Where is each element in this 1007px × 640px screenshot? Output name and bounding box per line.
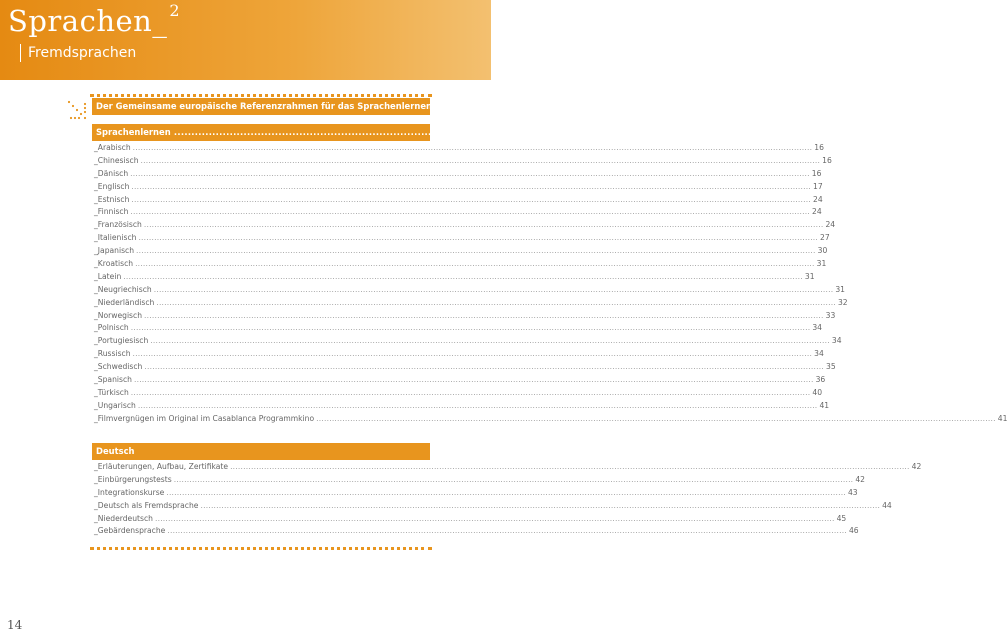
chapter-header: [0, 0, 491, 80]
dot-leader: ....................................................................................................................................................................................................................................................................: [131, 181, 812, 191]
toc-entry-label: _Norwegisch: [94, 310, 143, 320]
dot-leader: ....................................................................................................................................................................................................................................................................: [132, 143, 813, 152]
toc-entry[interactable]: [94, 387, 823, 400]
toc-entry[interactable]: [94, 413, 1007, 426]
chapter-subtitle: Fremdsprachen: [20, 44, 136, 62]
toc-entry[interactable]: [94, 142, 824, 155]
section-heading-label: Sprachenlernen: [96, 127, 171, 137]
toc-entry-page: 43: [847, 487, 858, 497]
bottom-dotted-divider: [90, 547, 432, 550]
toc-entry-label: _Niederländisch: [94, 297, 155, 307]
toc-entry-label: _Ungarisch: [94, 400, 136, 410]
toc-entry-label: _Türkisch: [94, 387, 129, 397]
toc-entry-label: _Französisch: [94, 220, 142, 230]
dot-leader: ....................................................................................................................................................................................................................................................................: [156, 297, 836, 307]
section-heading-page: 16: [649, 127, 662, 137]
toc-entry-page: 17: [813, 181, 823, 191]
toc-entry-label: _Gebärdensprache: [94, 526, 166, 536]
toc-entry-label: _Filmvergnügen im Original im Casablanca Programmkino: [94, 413, 315, 423]
section-heading-deutsch[interactable]: [92, 443, 430, 460]
toc-entry[interactable]: [94, 322, 823, 335]
dot-leader: ....................................................................................................................................................................................................................................................................: [140, 155, 821, 165]
dot-leader: ....................................................................................................................................................................................................................................................................: [132, 349, 813, 359]
toc-entry-label: _Russisch: [94, 349, 131, 359]
toc-entry[interactable]: [94, 219, 836, 232]
toc-entry[interactable]: [94, 374, 826, 387]
toc-entry-page: 15: [433, 101, 446, 111]
dot-leader: ....................................................................................................................................................................................................................................................................: [133, 375, 814, 385]
dot-leader: ....................................................................................................................................................................................................................................................................: [131, 194, 812, 204]
toc-entry-page: 24: [825, 220, 836, 230]
toc-entry[interactable]: [94, 232, 830, 245]
toc-entry-page: 16: [814, 143, 824, 152]
toc-entry-page: 31: [835, 284, 846, 294]
dot-leader: ....................................................................................................................................................................................................................................................................: [130, 207, 811, 217]
toc-entry-label: _Niederdeutsch: [94, 513, 153, 523]
toc-entry-page: 24: [812, 207, 822, 217]
toc-entry[interactable]: [94, 525, 859, 538]
toc-entry[interactable]: [94, 487, 858, 500]
section-heading-sprachenlernen[interactable]: [92, 124, 662, 141]
toc-entry[interactable]: [94, 181, 823, 194]
toc-entry-label: _Erläuterungen, Aufbau, Zertifikate: [94, 462, 229, 471]
toc-entry-page: 33: [825, 310, 836, 320]
toc-entry-label: _Polnisch: [94, 323, 129, 333]
toc-entry[interactable]: [94, 297, 848, 310]
toc-entry-page: 32: [837, 297, 848, 307]
dot-leader: ....................................................................................................................................................................................................................................................................: [200, 500, 881, 510]
toc-entry-page: 30: [817, 246, 828, 256]
toc-entry[interactable]: [94, 335, 842, 348]
dot-leader: ....................................................................................................................................................................................................................................................................: [138, 233, 819, 243]
toc-entry-page: 31: [816, 259, 827, 269]
dot-leader: ....................................................................................................................................................................................................................................................................: [144, 310, 824, 320]
toc-entry-page: 34: [814, 349, 824, 359]
toc-entry-label: _Italienisch: [94, 233, 137, 243]
toc-entry[interactable]: [94, 474, 865, 487]
dot-leader: ....................................................................................................................................................................................................................................................................: [144, 362, 824, 372]
toc-entry-page: 42: [911, 462, 922, 471]
toc-entry[interactable]: [94, 348, 824, 361]
toc-entry-label: _Neugriechisch: [94, 284, 152, 294]
chapter-number: 2: [169, 1, 181, 21]
toc-entry-page: 40: [812, 387, 823, 397]
toc-entry-page: 41: [819, 400, 830, 410]
toc-entry-label: _Japanisch: [94, 246, 135, 256]
toc-entry-page: 35: [825, 362, 836, 372]
toc-entry-label: _Spanisch: [94, 375, 132, 385]
toc-entry[interactable]: [94, 194, 823, 207]
toc-entry-label: _Dänisch: [94, 168, 129, 178]
toc-entry-page: 46: [848, 526, 859, 536]
dot-leader: ....................................................................................................................................................................................................................................................................: [130, 168, 810, 178]
toc-entry-page: 41: [997, 413, 1007, 423]
toc-entry-page: 34: [831, 336, 842, 346]
dot-leader: ....................................................................................................................................................................................................................................................................: [230, 462, 910, 471]
dot-leader: ....................................................................................................................................................................................................................................................................: [137, 400, 818, 410]
toc-entry-page: 16: [822, 155, 832, 165]
dot-leader: ....................................................................................................................................................................................................................................................................: [135, 259, 815, 269]
dot-leader: ....................................................................................................................................................................................................................................................................: [123, 271, 803, 281]
toc-entry-label: _Estnisch: [94, 194, 130, 204]
toc-entry[interactable]: [94, 310, 836, 323]
toc-entry[interactable]: [94, 361, 836, 374]
toc-entry[interactable]: [94, 206, 822, 219]
dot-leader: ....................................................................................................................................................................................................................................................................: [167, 526, 847, 536]
toc-entry[interactable]: [94, 461, 922, 474]
toc-entry-label: Der Gemeinsame europäische Referenzrahmen für das Sprachenlernen: [96, 101, 432, 111]
toc-entry-label: _Latein: [94, 271, 122, 281]
dot-leader: ....................................................................................................................................................................................................................................................................: [150, 336, 830, 346]
toc-entry-page: 36: [815, 375, 826, 385]
toc-entry-label: _Integrationskurse: [94, 487, 165, 497]
toc-entry[interactable]: [94, 400, 830, 413]
sprachenlernen-list: [94, 142, 1007, 426]
dot-leader: ....................................................................................................................................................................................................................................................................: [130, 387, 811, 397]
chapter-title: [8, 1, 181, 38]
toc-entry-label: _Kroatisch: [94, 259, 134, 269]
toc-entry-page: 45: [836, 513, 847, 523]
toc-entry-page: 44: [882, 500, 892, 510]
toc-entry[interactable]: [94, 155, 832, 168]
toc-entry-page: 31: [804, 271, 815, 281]
section-heading-label: Deutsch: [96, 446, 135, 456]
dot-leader: ....................................................................................................................................................................................................................................................................: [153, 284, 834, 294]
dot-leader: ........................................................................................................................................: [170, 127, 648, 137]
toc-entry[interactable]: [94, 271, 815, 284]
toc-entry-referenzrahmen[interactable]: [92, 98, 446, 115]
toc-entry-label: _Portugiesisch: [94, 336, 149, 346]
page-number: 14: [7, 618, 23, 632]
toc-entry-label: _Englisch: [94, 181, 130, 191]
dot-leader: ....................................................................................................................................................................................................................................................................: [316, 413, 996, 423]
toc-entry-page: 34: [812, 323, 823, 333]
deutsch-list: [94, 461, 922, 538]
toc-entry[interactable]: [94, 284, 846, 297]
toc-entry-label: _Arabisch: [94, 143, 131, 152]
toc-entry-label: _Finnisch: [94, 207, 129, 217]
toc-entry[interactable]: [94, 245, 828, 258]
toc-entry-label: _Einbürgerungstests: [94, 474, 172, 484]
dot-leader: ....................................................................................................................................................................................................................................................................: [130, 323, 811, 333]
chapter-title-text: Sprachen_: [8, 4, 168, 38]
toc-entry-page: 16: [811, 168, 822, 178]
dot-leader: ....................................................................................................................................................................................................................................................................: [173, 474, 854, 484]
dot-leader: ....................................................................................................................................................................................................................................................................: [143, 220, 824, 230]
toc-entry[interactable]: [94, 513, 847, 526]
toc-entry-label: _Deutsch als Fremdsprache: [94, 500, 199, 510]
decorative-arrow-icon: [67, 100, 89, 122]
toc-entry[interactable]: [94, 500, 892, 513]
toc-entry-label: _Schwedisch: [94, 362, 143, 372]
dot-leader: ....................................................................................................................................................................................................................................................................: [154, 513, 835, 523]
dot-leader: ....................................................................................................................................................................................................................................................................: [166, 487, 846, 497]
dot-leader: ....................................................................................................................................................................................................................................................................: [136, 246, 816, 256]
toc-entry-page: 27: [820, 233, 830, 243]
toc-entry-label: _Chinesisch: [94, 155, 139, 165]
toc-entry-page: 24: [813, 194, 823, 204]
toc-entry[interactable]: [94, 168, 822, 181]
top-dotted-divider: [90, 94, 432, 97]
toc-entry[interactable]: [94, 258, 827, 271]
toc-entry-page: 42: [855, 474, 865, 484]
